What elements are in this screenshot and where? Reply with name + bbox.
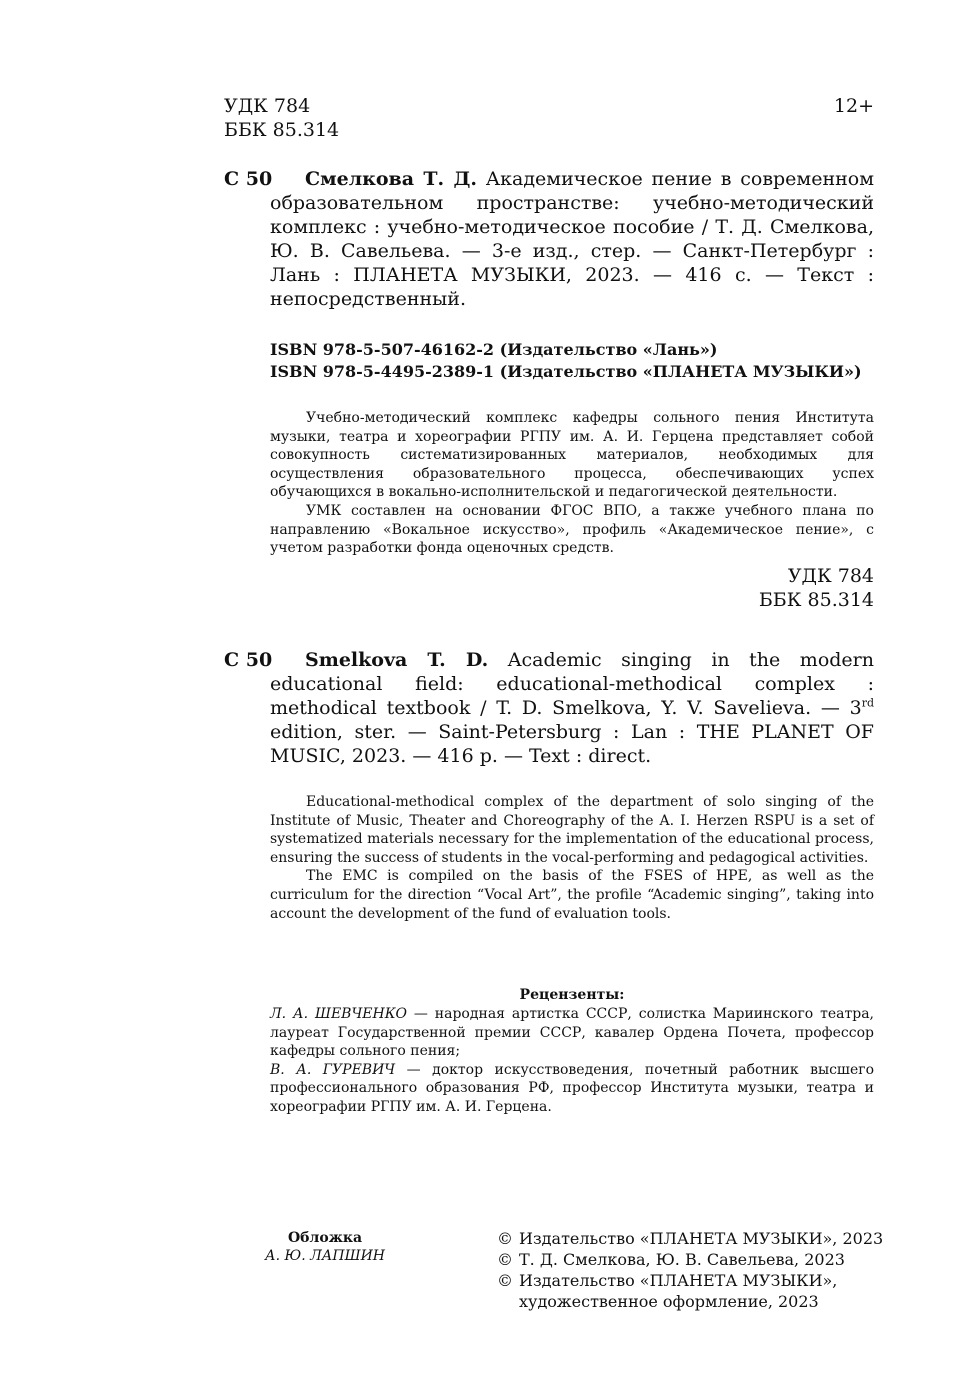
copyright-item: © Т. Д. Смелкова, Ю. В. Савельева, 2023 [497, 1250, 845, 1269]
reviewer-1: Л. А. ШЕВЧЕНКО — народная артистка СССР, солистка Мариинского театра, лауреат Государственной премии СССР, кавалер Ордена Почета, профессор кафедры сольного пения; [270, 1006, 874, 1060]
en-abstract-p2: The EMC is compiled on the basis of the FSES of HPE, as well as the curriculum for the direction “Vocal Art”, the profile “Academic singing”, taking into account the development of the fund of evaluation tools. [270, 868, 874, 922]
copyright-symbol: © [497, 1229, 513, 1248]
ru-entry-author: Смелкова Т. Д. [305, 168, 477, 190]
copyright-item: © Издательство «ПЛАНЕТА МУЗЫКИ», художественное оформление, 2023 [497, 1271, 838, 1311]
ru-entry-code: С 50 [224, 168, 273, 190]
en-abstract-p1: Educational-methodical complex of the department of solo singing of the Institute of Music, Theater and Choreography of the A. I. Herzen RSPU is a set of systematized materials necessary for the implementation of the educational process, ensuring the success of students in the vocal-performing and pedagogical activities. [270, 794, 874, 866]
ru-abstract [270, 409, 874, 558]
udk-bottom: УДК 784 [787, 565, 874, 587]
ru-entry-text: Академическое пение в современном образовательном пространстве: учебно-методический комплекс : учебно-методическое пособие / Т. Д. Смелкова, Ю. В. Савельева. — 3-е изд., стер. — Санкт-Петербург : Лань : ПЛАНЕТА МУЗЫКИ, 2023. — 416 с. — Текст : непосредственный. [270, 168, 874, 310]
en-entry-code: С 50 [224, 649, 273, 671]
ru-abstract-p2: УМК составлен на основании ФГОС ВПО, а также учебного плана по направлению «Вокальное искусство», профиль «Академическое пение», с учетом разработки фонда оценочных средств. [270, 502, 874, 557]
ru-abstract-p1: Учебно-методический комплекс кафедры сольного пения Института музыки, театра и хореографии РГПУ им. А. И. Герцена представляет собой совокупность систематизированных материалов, необходимых для осуществления образовательного процесса, обеспечивающих успех обучающихся в вокально-исполнительской и педагогической деятельности. [270, 410, 874, 501]
cover-artist: А. Ю. ЛАПШИН [265, 1248, 385, 1264]
copyright-list [497, 1228, 887, 1312]
isbn-planeta: ISBN 978-5-4495-2389-1 (Издательство «ПЛАНЕТА МУЗЫКИ») [270, 362, 862, 381]
en-entry-author: Smelkova T. D. [305, 649, 489, 671]
udk-top: УДК 784 [224, 95, 311, 117]
bbk-bottom: ББК 85.314 [758, 589, 874, 611]
en-abstract [270, 793, 874, 923]
age-rating: 12+ [833, 95, 874, 117]
isbn-lan: ISBN 978-5-507-46162-2 (Издательство «Лань») [270, 340, 718, 359]
copyright-symbol: © [497, 1250, 513, 1269]
reviewer-2: В. А. ГУРЕВИЧ — доктор искусствоведения, почетный работник высшего профессионального образования РФ, профессор Института музыки, театра и хореографии РГПУ им. А. И. Герцена. [270, 1061, 874, 1115]
reviewers-list [270, 1005, 874, 1117]
en-entry: Smelkova T. D. Academic singing in the modern educational field: educational-methodical complex : methodical textbook / T. D. Smelkova, Y. V. Savelieva. — 3rd edition, ster. — Saint-Petersburg : Lan : THE PLANET OF MUSIC, 2023. — 416 p. — Text : direct. [270, 649, 874, 767]
copyright-item: © Издательство «ПЛАНЕТА МУЗЫКИ», 2023 [497, 1229, 884, 1248]
bbk-top: ББК 85.314 [224, 119, 340, 141]
copyright-symbol: © [497, 1271, 513, 1290]
reviewers-heading: Рецензенты: [519, 987, 625, 1003]
ru-entry [270, 167, 874, 311]
cover-label: Обложка [287, 1230, 363, 1246]
